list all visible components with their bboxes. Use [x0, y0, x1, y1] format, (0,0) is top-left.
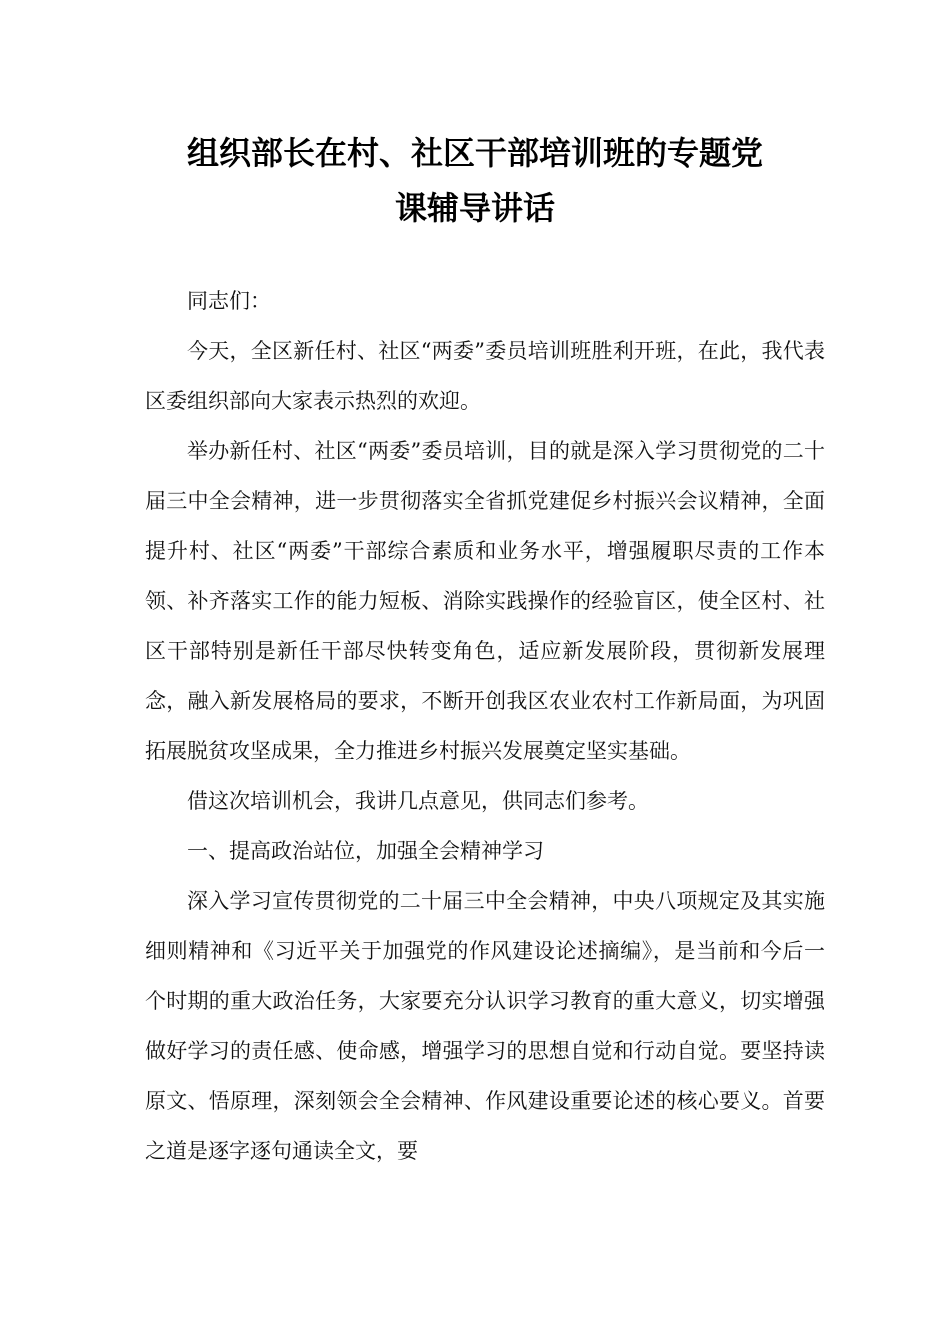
document-title — [130, 126, 820, 236]
paragraph-intro-remarks: 借这次培训机会，我讲几点意见，供同志们参考。 — [187, 789, 649, 813]
document-body — [145, 276, 825, 1176]
title-line-2: 课辅导讲话 — [394, 189, 555, 227]
salutation: 同志们： — [187, 289, 271, 313]
paragraph-section-1: 深入学习宣传贯彻党的二十届三中全会精神，中央八项规定及其实施细则精神和《习近平关于加强党的作风建设论述摘编》，是当前和今后一个时期的重大政治任务，大家要充分认识学习教育的重大意义，切实增强做好学习的责任感、使命感，增强学习的思想自觉和行动自觉。要坚持读原文、悟原理，深刻领会全会精神、作风建设重要论述的核心要义。首要之道是逐字逐句通读全文，要 — [145, 889, 825, 1163]
paragraph-opening: 今天，全区新任村、社区“两委”委员培训班胜利开班，在此，我代表区委组织部向大家表示热烈的欢迎。 — [145, 339, 825, 413]
section-heading-1: 一、提高政治站位，加强全会精神学习 — [187, 839, 544, 863]
title-line-1: 组织部长在村、社区干部培训班的专题党 — [186, 134, 763, 172]
paragraph-purpose: 举办新任村、社区“两委”委员培训，目的就是深入学习贯彻党的二十届三中全会精神，进一步贯彻落实全省抓党建促乡村振兴会议精神，全面提升村、社区“两委”干部综合素质和业务水平，增强履职尽责的工作本领、补齐落实工作的能力短板、消除实践操作的经验盲区，使全区村、社区干部特别是新任干部尽快转变角色，适应新发展阶段，贯彻新发展理念，融入新发展格局的要求，不断开创我区农业农村工作新局面，为巩固拓展脱贫攻坚成果，全力推进乡村振兴发展奠定坚实基础。 — [145, 439, 825, 763]
